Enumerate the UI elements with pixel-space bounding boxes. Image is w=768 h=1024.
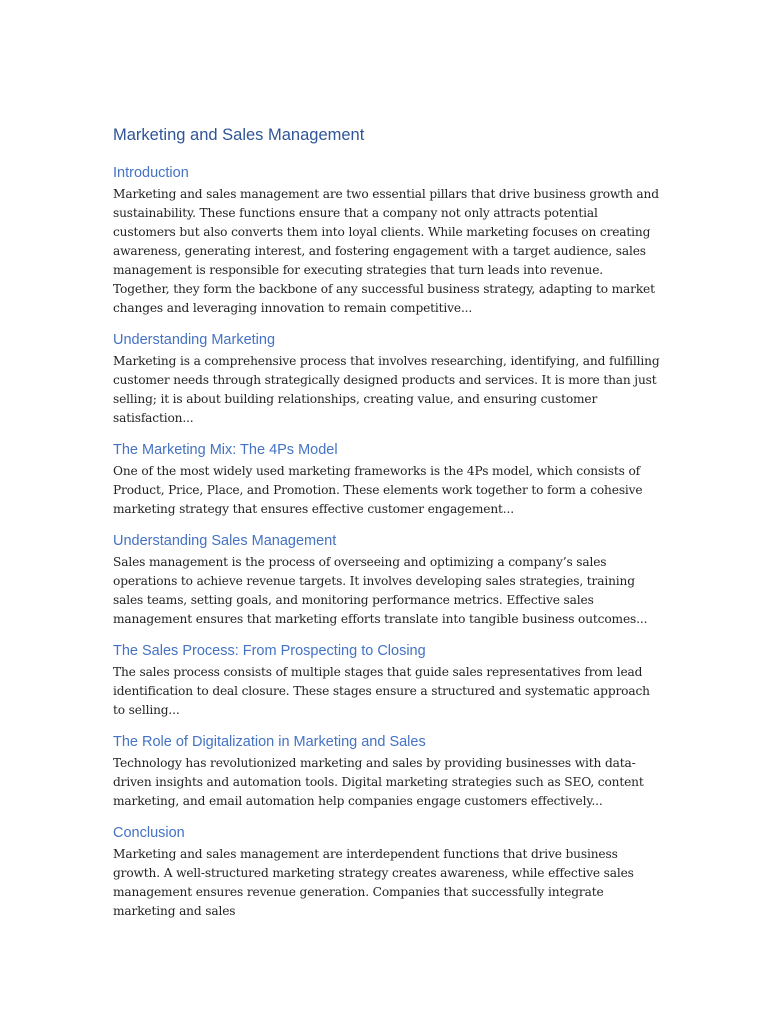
section-conclusion <box>113 822 661 921</box>
section-heading: Conclusion <box>113 825 185 841</box>
section-paragraph: The sales process consists of multiple stages that guide sales representatives from lead identification to deal closure. These stages ensure a structured and systematic approach to selling... <box>113 665 650 717</box>
section-heading: The Sales Process: From Prospecting to Closing <box>113 643 426 659</box>
section-heading: Introduction <box>113 165 189 181</box>
section-heading: Understanding Marketing <box>113 332 276 348</box>
section-heading: Understanding Sales Management <box>113 533 337 549</box>
section-understanding-sales-management <box>113 530 661 629</box>
section-digitalization <box>113 731 661 811</box>
section-paragraph: Sales management is the process of overseeing and optimizing a company’s sales operations to achieve revenue targets. It involves developing sales strategies, training sales teams, setting goals, and monitoring performance metrics. Effective sales management ensures that marketing efforts translate into tangible business outcomes... <box>113 555 648 626</box>
section-paragraph: Marketing is a comprehensive process that involves researching, identifying, and fulfilling customer needs through strategically designed products and services. It is more than just selling; it is about building relationships, creating value, and ensuring customer satisfaction... <box>113 354 660 425</box>
section-paragraph: Marketing and sales management are two essential pillars that drive business growth and sustainability. These functions ensure that a company not only attracts potential customers but also converts them into loyal clients. While marketing focuses on creating awareness, generating interest, and fostering engagement with a target audience, sales management is responsible for executing strategies that turn leads into revenue. Together, they form the backbone of any successful business strategy, adapting to market changes and leveraging innovation to remain competitive... <box>113 187 659 315</box>
section-paragraph: Marketing and sales management are interdependent functions that drive business growth. A well-structured marketing strategy creates awareness, while effective sales management ensures revenue generation. Companies that successfully integrate marketing and sales <box>113 847 634 918</box>
section-paragraph: Technology has revolutionized marketing and sales by providing businesses with data-driven insights and automation tools. Digital marketing strategies such as SEO, content marketing, and email automation help companies engage customers effectively... <box>113 756 644 808</box>
section-introduction <box>113 162 661 318</box>
section-marketing-mix <box>113 439 661 519</box>
section-sales-process <box>113 640 661 720</box>
section-heading: The Marketing Mix: The 4Ps Model <box>113 442 338 458</box>
section-understanding-marketing <box>113 329 661 428</box>
document-page <box>113 122 661 932</box>
section-heading: The Role of Digitalization in Marketing and Sales <box>113 734 426 750</box>
document-title: Marketing and Sales Management <box>113 126 365 144</box>
section-paragraph: One of the most widely used marketing frameworks is the 4Ps model, which consists of Product, Price, Place, and Promotion. These elements work together to form a cohesive marketing strategy that ensures effective customer engagement... <box>113 464 643 516</box>
